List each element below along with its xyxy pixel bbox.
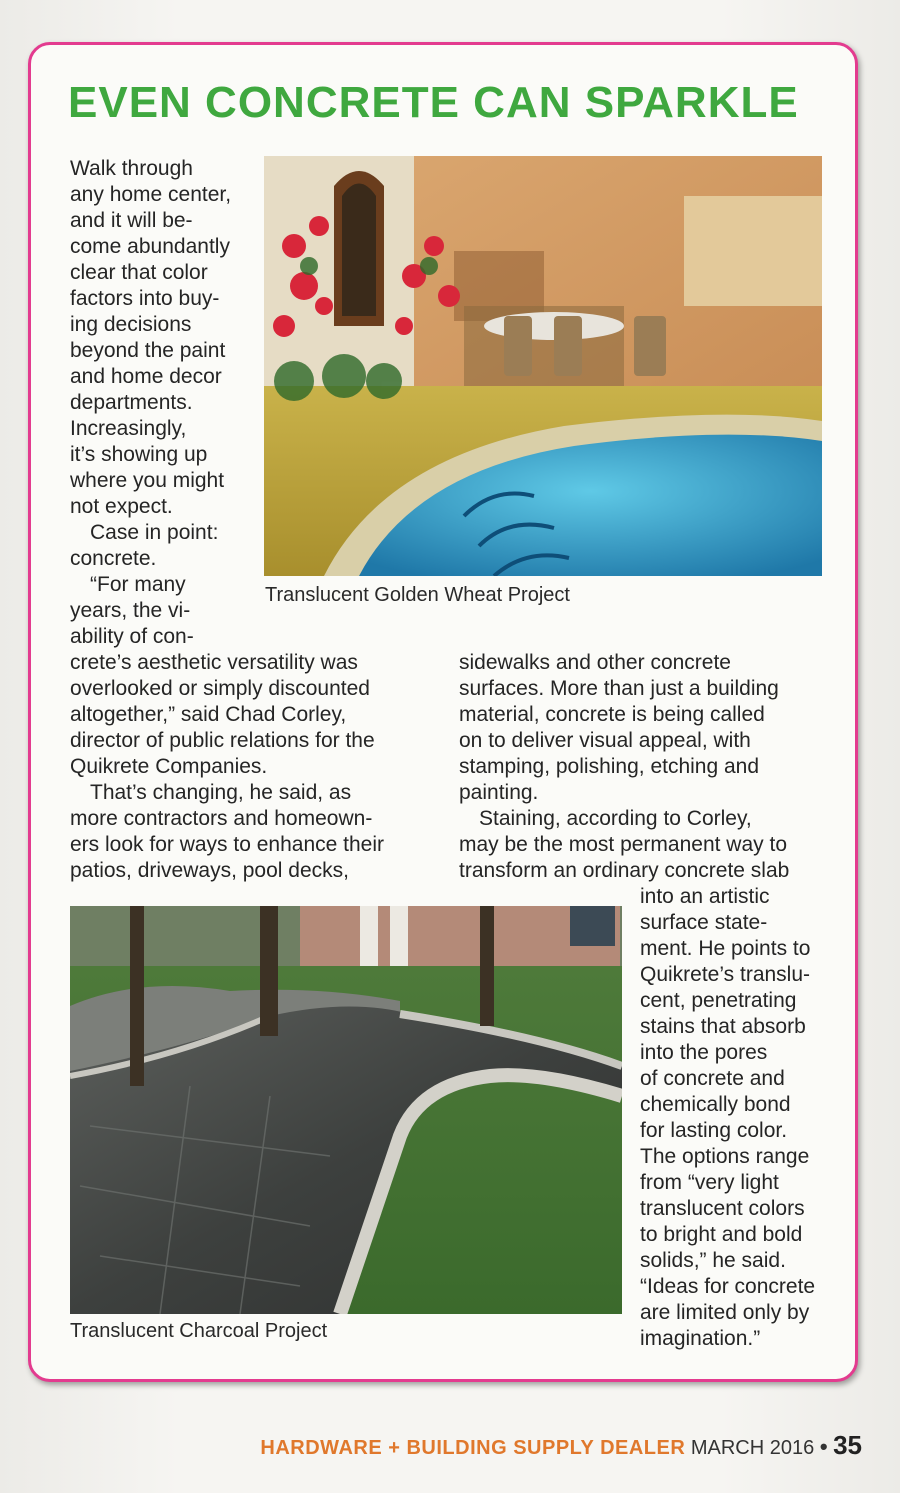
text-line: solids,” he said. [640, 1249, 786, 1272]
text-line: patios, driveways, pool decks, [70, 859, 349, 882]
text-line: Quikrete’s translu- [640, 963, 811, 986]
text-line: Quikrete Companies. [70, 755, 268, 778]
publication-name: HARDWARE + BUILDING SUPPLY DEALER [260, 1437, 686, 1459]
text-line: “Ideas for concrete [640, 1275, 816, 1298]
text-line: sidewalks and other concrete [459, 651, 731, 674]
text-line: stamping, polishing, etching and [459, 755, 760, 778]
text-line: are limited only by [640, 1301, 810, 1324]
body-column-b [70, 650, 384, 884]
text-line: Increasingly, [70, 417, 187, 440]
text-line: material, concrete is being called [459, 703, 765, 726]
text-line: ing decisions [70, 313, 192, 336]
text-line: any home center, [70, 183, 232, 206]
text-line: Staining, according to Corley, [479, 807, 752, 830]
text-line: come abundantly [70, 235, 230, 258]
golden-wheat-caption: Translucent Golden Wheat Project [265, 584, 570, 606]
text-line: not expect. [70, 495, 173, 518]
page-footer [260, 1430, 862, 1461]
text-line: Walk through [70, 157, 193, 180]
text-line: That’s changing, he said, as [90, 781, 352, 804]
text-line: painting. [459, 781, 539, 804]
text-line: factors into buy- [70, 287, 220, 310]
text-line: transform an ordinary concrete slab [459, 859, 790, 882]
text-line: more contractors and homeown- [70, 807, 373, 830]
text-line: crete’s aesthetic versatility was [70, 651, 358, 674]
text-line: chemically bond [640, 1093, 791, 1116]
body-column-a [70, 156, 231, 650]
text-line: stains that absorb [640, 1015, 806, 1038]
text-line: years, the vi- [70, 599, 191, 622]
text-line: The options range [640, 1145, 810, 1168]
body-column-d [640, 884, 815, 1352]
text-line: to bright and bold [640, 1223, 803, 1246]
text-line: concrete. [70, 547, 157, 570]
text-line: surface state- [640, 911, 768, 934]
article-title: EVEN CONCRETE CAN SPARKLE [68, 78, 799, 127]
text-line: clear that color [70, 261, 208, 284]
text-line: cent, penetrating [640, 989, 797, 1012]
text-line: and home decor [70, 365, 222, 388]
text-line: departments. [70, 391, 193, 414]
text-line: “For many [90, 573, 186, 596]
text-line: Case in point: [90, 521, 219, 544]
issue-date: MARCH 2016 [690, 1437, 815, 1459]
text-line: surfaces. More than just a building [459, 677, 779, 700]
footer-separator: • [819, 1434, 828, 1459]
text-line: director of public relations for the [70, 729, 375, 752]
text-line: imagination.” [640, 1327, 761, 1350]
text-line: into the pores [640, 1041, 768, 1064]
text-line: ers look for ways to enhance their [70, 833, 384, 856]
text-line: translucent colors [640, 1197, 805, 1220]
text-line: ability of con- [70, 625, 194, 648]
text-line: may be the most permanent way to [459, 833, 787, 856]
golden-wheat-pool-photo [264, 156, 822, 576]
text-line: where you might [70, 469, 225, 492]
text-line: and it will be- [70, 209, 193, 232]
text-line: into an artistic [640, 885, 770, 908]
text-line: of concrete and [640, 1067, 785, 1090]
charcoal-driveway-photo [70, 906, 622, 1314]
charcoal-caption: Translucent Charcoal Project [70, 1320, 328, 1342]
body-column-c [459, 650, 789, 884]
page-number: 35 [833, 1430, 862, 1460]
text-line: it’s showing up [70, 443, 208, 466]
text-line: for lasting color. [640, 1119, 788, 1142]
text-line: beyond the paint [70, 339, 226, 362]
text-line: from “very light [640, 1171, 779, 1194]
text-line: ment. He points to [640, 937, 811, 960]
text-line: altogether,” said Chad Corley, [70, 703, 347, 726]
text-line: overlooked or simply discounted [70, 677, 370, 700]
text-line: on to deliver visual appeal, with [459, 729, 751, 752]
